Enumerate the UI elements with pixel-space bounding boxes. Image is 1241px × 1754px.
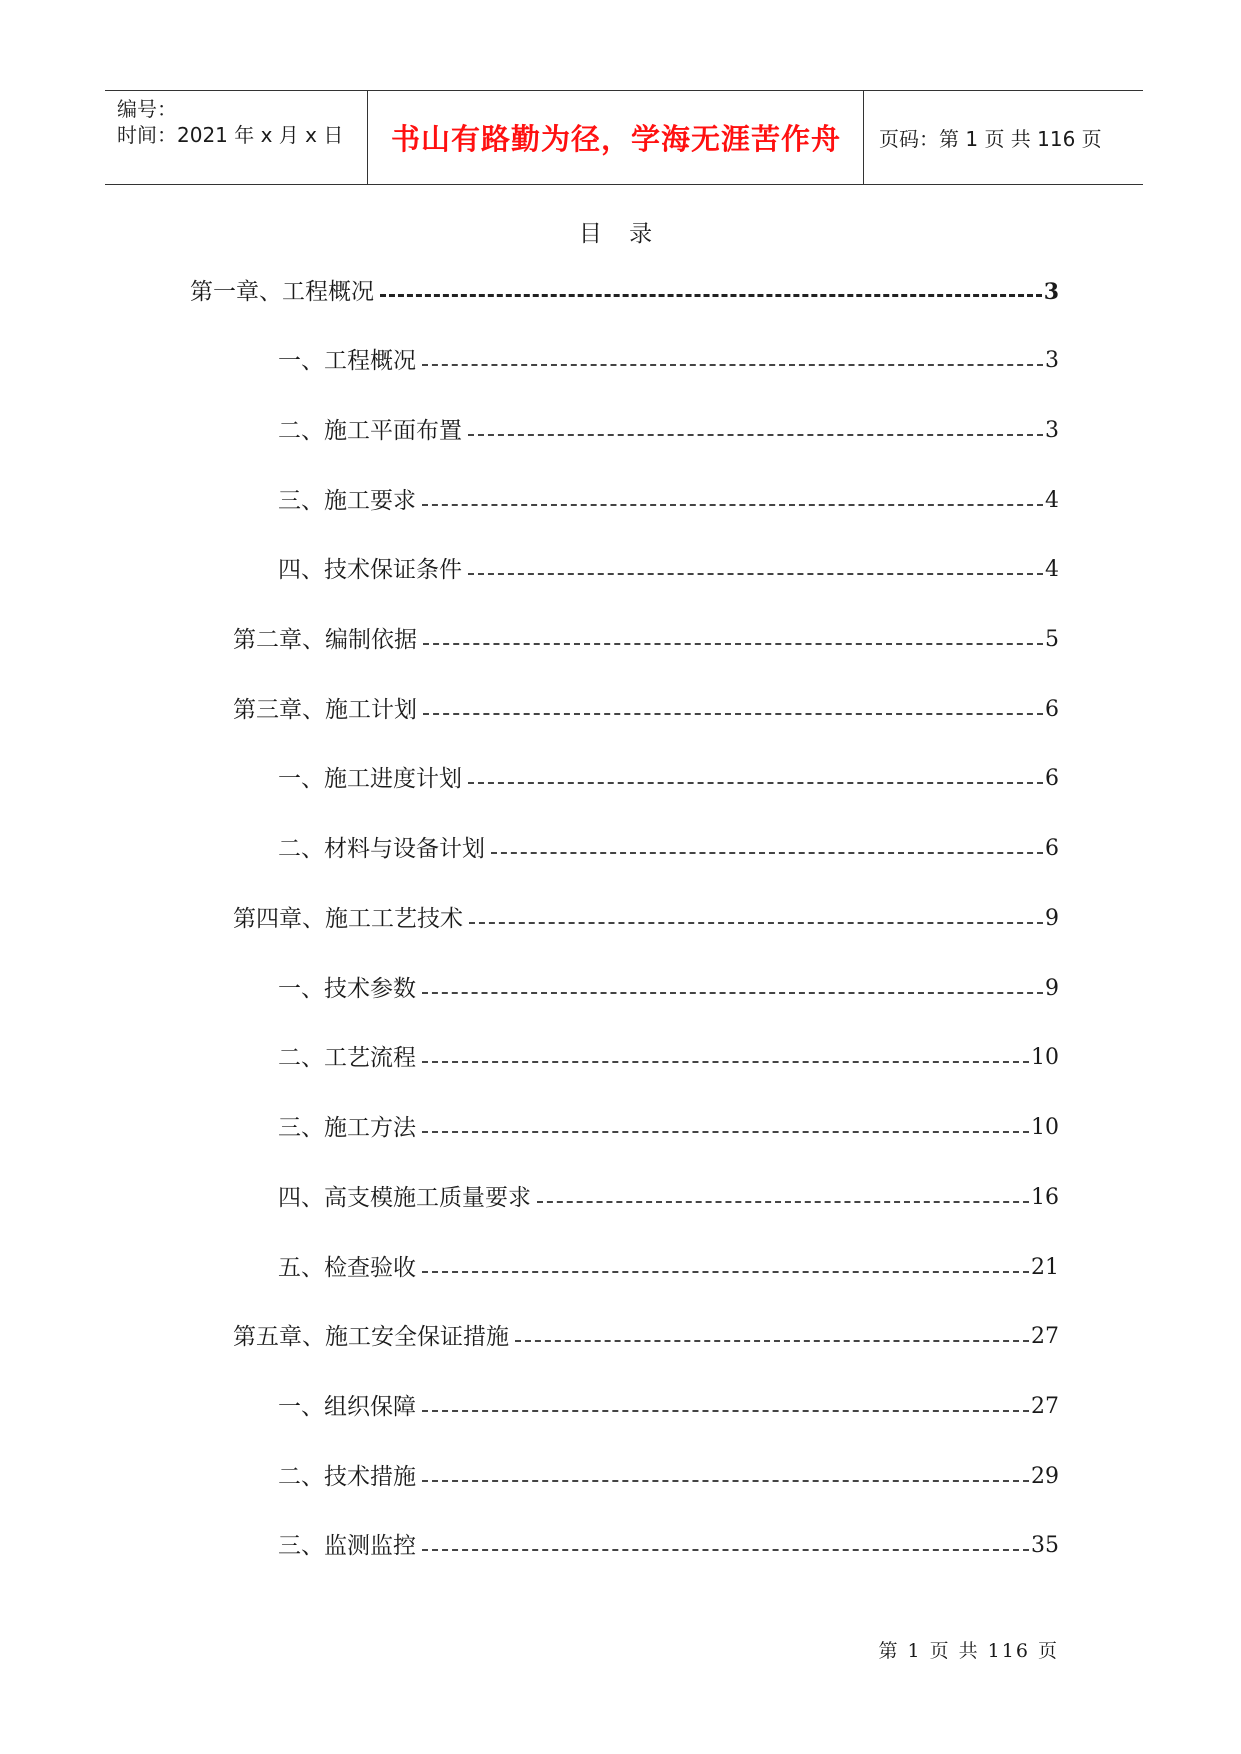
toc-entry-page: 4 — [1045, 488, 1059, 513]
toc-leader — [422, 364, 1043, 366]
toc-entry[interactable] — [278, 762, 1059, 796]
toc-entry[interactable] — [278, 1390, 1059, 1424]
toc-leader — [515, 1340, 1029, 1342]
toc-entry-label: 二、施工平面布置 — [278, 418, 462, 444]
toc-entry-label: 一、工程概况 — [278, 348, 416, 374]
toc-entry-page: 35 — [1031, 1533, 1059, 1558]
toc-entry-label: 一、技术参数 — [278, 976, 416, 1002]
toc-entry-label: 四、技术保证条件 — [278, 557, 462, 583]
document-time-label: 时间：2021 年 x 月 x 日 — [117, 123, 344, 147]
toc-entry[interactable] — [278, 553, 1059, 587]
toc-entry[interactable] — [278, 1181, 1059, 1215]
toc-entry-page: 27 — [1031, 1394, 1059, 1419]
toc-leader — [468, 782, 1043, 784]
toc-entry-label: 三、施工方法 — [278, 1115, 416, 1141]
page-header — [105, 90, 1143, 185]
toc-entry-page: 3 — [1045, 418, 1059, 443]
toc-entry-page: 6 — [1045, 836, 1059, 861]
toc-entry[interactable] — [278, 1251, 1059, 1285]
header-motto: 书山有路勤为径，学海无涯苦作舟 — [369, 91, 864, 184]
toc-entry-label: 第二章、编制依据 — [233, 627, 417, 653]
toc-leader — [468, 434, 1043, 436]
toc-entry[interactable] — [278, 832, 1059, 866]
toc-entry-page: 4 — [1045, 557, 1059, 582]
toc-entry[interactable] — [233, 623, 1059, 657]
document-code-label: 编号： — [117, 97, 177, 121]
toc-entry-page: 21 — [1031, 1255, 1059, 1280]
toc-leader — [422, 1549, 1029, 1551]
toc-entry[interactable] — [233, 1320, 1059, 1354]
toc-entry[interactable] — [233, 693, 1059, 727]
toc-entry-page: 10 — [1031, 1045, 1059, 1070]
toc-leader — [422, 1271, 1029, 1273]
toc-entry-page: 6 — [1045, 697, 1059, 722]
toc-entry-label: 三、施工要求 — [278, 488, 416, 514]
toc-entry-label: 二、工艺流程 — [278, 1045, 416, 1071]
toc-entry[interactable] — [278, 1111, 1059, 1145]
toc-leader — [422, 1131, 1029, 1133]
toc-entry-label: 第四章、施工工艺技术 — [233, 906, 463, 932]
toc-entry[interactable] — [278, 484, 1059, 518]
toc-leader — [422, 1061, 1029, 1063]
toc-entry-label: 第三章、施工计划 — [233, 697, 417, 723]
toc-leader — [422, 504, 1043, 506]
toc-entry[interactable] — [278, 1529, 1059, 1563]
toc-leader — [380, 294, 1042, 297]
toc-entry-label: 第五章、施工安全保证措施 — [233, 1324, 509, 1350]
toc-entry[interactable] — [278, 414, 1059, 448]
toc-entry-page: 9 — [1045, 976, 1059, 1001]
toc-entry-label: 五、检查验收 — [278, 1255, 416, 1281]
toc-leader — [422, 1480, 1029, 1482]
toc-entry-page: 6 — [1045, 766, 1059, 791]
toc-entry-label: 四、高支模施工质量要求 — [278, 1185, 531, 1211]
toc-title: 目 录 — [578, 221, 663, 247]
toc-entry[interactable] — [190, 275, 1059, 309]
toc-entry[interactable] — [278, 344, 1059, 378]
toc-entry-page: 3 — [1043, 279, 1059, 305]
toc-entry-page: 27 — [1031, 1324, 1059, 1349]
toc-leader — [468, 573, 1043, 575]
toc-entry-label: 第一章、工程概况 — [190, 279, 374, 305]
toc-entry-page: 5 — [1045, 627, 1059, 652]
toc-entry-label: 三、监测监控 — [278, 1533, 416, 1559]
toc-leader — [422, 992, 1043, 994]
toc-leader — [422, 1410, 1029, 1412]
page-footer: 第 1 页 共 116 页 — [878, 1640, 1059, 1662]
header-info-cell — [105, 91, 368, 184]
toc-leader — [537, 1201, 1029, 1203]
toc-entry-label: 一、组织保障 — [278, 1394, 416, 1420]
toc-leader — [469, 922, 1043, 924]
toc-leader — [491, 852, 1043, 854]
toc-entry-label: 二、材料与设备计划 — [278, 836, 485, 862]
toc-entry[interactable] — [233, 902, 1059, 936]
toc-entry[interactable] — [278, 1460, 1059, 1494]
toc-entry-page: 9 — [1045, 906, 1059, 931]
toc-entry-page: 16 — [1031, 1185, 1059, 1210]
toc-entry-label: 一、施工进度计划 — [278, 766, 462, 792]
toc-leader — [423, 643, 1043, 645]
toc-entry[interactable] — [278, 972, 1059, 1006]
toc-entry[interactable] — [278, 1041, 1059, 1075]
toc-entry-page: 3 — [1045, 348, 1059, 373]
toc-entry-label: 二、技术措施 — [278, 1464, 416, 1490]
header-page-info: 页码：第 1 页 共 116 页 — [879, 127, 1102, 151]
toc-leader — [423, 713, 1043, 715]
toc-entry-page: 29 — [1031, 1464, 1059, 1489]
toc-entry-page: 10 — [1031, 1115, 1059, 1140]
